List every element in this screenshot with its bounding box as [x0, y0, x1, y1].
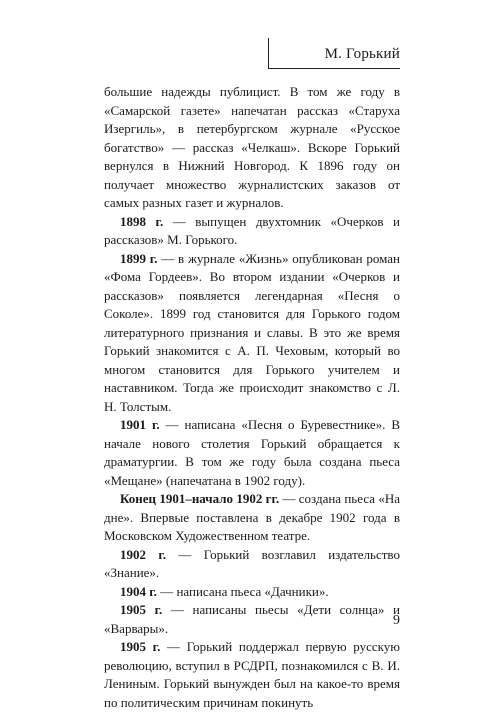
- running-header: М. Горький: [324, 46, 400, 62]
- page-number: 9: [393, 613, 400, 628]
- year-label: 1901 г.: [120, 417, 160, 432]
- year-label: 1905 г.: [120, 602, 163, 617]
- year-label: Конец 1901–начало 1902 гг.: [120, 491, 280, 506]
- paragraph-text: — Горький возглавил издательство «Знание».: [104, 546, 400, 580]
- year-label: 1898 г.: [120, 213, 164, 229]
- paragraph-1901: [104, 416, 400, 490]
- header-rule: [268, 68, 400, 69]
- paragraph-text: большие надежды публицист. В том же году в «Самарской газете» напечатан рассказ «Старуха Изергиль», в петербургском журнале «Русское богатство» — рассказ «Челкаш». Вскоре Горький вернулся в Нижний Новгород. К 1896 году он получает множество журналистских заказов от самых разных газет и журналов.: [104, 84, 400, 210]
- paragraph-1905-plays: [104, 601, 400, 638]
- paragraph-1902: [104, 546, 400, 583]
- paragraph-1904: [104, 583, 400, 602]
- paragraph-1898: [104, 213, 400, 250]
- paragraph-1905-revolution: [104, 638, 400, 712]
- paragraph-text: — создана пьеса «На дне». Впервые поставлена в декабре 1902 года в Московском Художественном театре.: [104, 491, 400, 543]
- year-label: 1902 г.: [120, 546, 167, 562]
- paragraph-1901-1902: [104, 490, 400, 546]
- year-label: 1899 г.: [120, 250, 158, 266]
- paragraph-1899: [104, 250, 400, 417]
- paragraph-continuation: [104, 83, 400, 213]
- paragraph-text: — написана «Песня о Буревестнике». В начале нового столетия Горький обращается к драматургии. В том же году была создана пьеса «Мещане» (напечатана в 1902 году).: [104, 417, 401, 488]
- header-rule-vertical: [268, 38, 269, 68]
- paragraph-text: — написана пьеса «Дачники».: [156, 583, 329, 599]
- text-body: [104, 83, 400, 712]
- paragraph-text: — выпущен двухтомник «Очерков и рассказов» М. Горького.: [104, 213, 400, 247]
- paragraph-text: — Горький поддержал первую русскую революцию, вступил в РСДРП, познакомился с В. И. Лениным. Горький вынужден был на какое-то время по политическим причинам покинуть: [104, 639, 401, 710]
- year-label: 1905 г.: [120, 639, 161, 654]
- year-label: 1904 г.: [120, 583, 157, 599]
- paragraph-text: — в журнале «Жизнь» опубликован роман «Фома Гордеев». Во втором издании «Очерков и рассказов» появляется легендарная «Песня о Соколе». 1899 год становится для Горького годом литературного признания и славы. В это же время Горький знакомится с А. П. Чеховым, который во многом становится для Горького учителем и наставником. Тогда же происходит знакомство с Л. Н. Толстым.: [104, 250, 400, 414]
- paragraph-text: — написаны пьесы «Дети солнца» и «Варвары».: [104, 602, 401, 636]
